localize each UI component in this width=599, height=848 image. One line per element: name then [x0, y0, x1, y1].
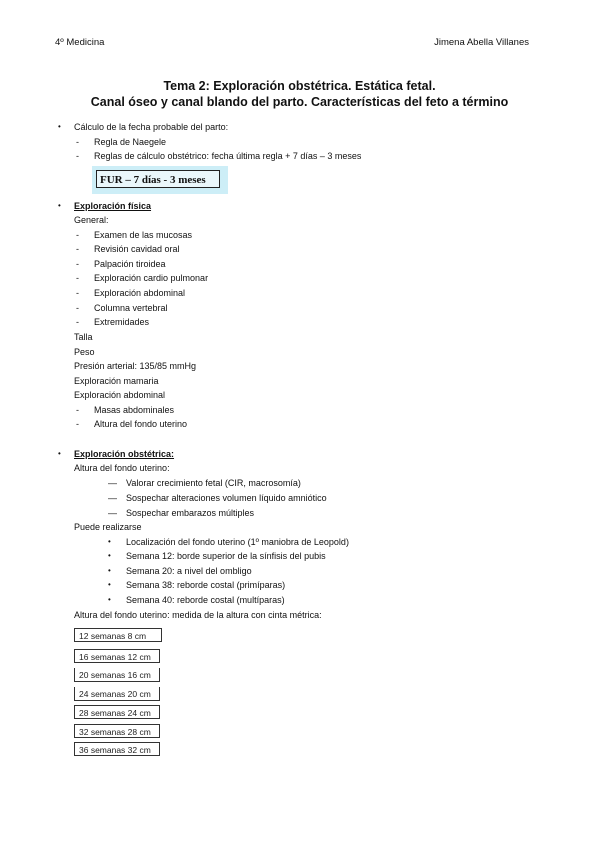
list-item: Examen de las mucosas — [94, 230, 193, 240]
header-right: Jimena Abella Villanes — [434, 37, 529, 48]
table-row: 12 semanas 8 cm — [74, 628, 162, 642]
subheading: Puede realizarse — [74, 522, 142, 532]
table-row: 24 semanas 20 cm — [74, 687, 160, 701]
list-item: Semana 40: reborde costal (multíparas) — [126, 595, 285, 605]
bullet: • — [108, 551, 111, 560]
dash: - — [76, 419, 79, 429]
section-heading: Exploración obstétrica: — [74, 449, 175, 459]
dash: - — [76, 151, 79, 161]
mamaria-label: Exploración mamaria — [74, 376, 159, 386]
page-title: Tema 2: Exploración obstétrica. Estática fetal. — [163, 79, 436, 93]
list-item: Semana 20: a nivel del ombligo — [126, 566, 252, 576]
list-item: Masas abdominales — [94, 405, 175, 415]
list-item: Altura del fondo uterino — [94, 419, 188, 429]
bullet: • — [58, 122, 61, 131]
list-item: Extremidades — [94, 317, 150, 327]
list-item: Exploración cardio pulmonar — [94, 273, 209, 283]
table-row: 36 semanas 32 cm — [74, 742, 160, 756]
table-row: 28 semanas 24 cm — [74, 705, 160, 719]
section-heading: Cálculo de la fecha probable del parto: — [74, 122, 229, 132]
dash: - — [76, 273, 79, 283]
dash: - — [76, 230, 79, 240]
list-item: Exploración abdominal — [94, 288, 186, 298]
dash: - — [76, 317, 79, 327]
dash: — — [108, 493, 117, 503]
peso-label: Peso — [74, 347, 95, 357]
bullet: • — [108, 595, 111, 604]
formula-box: FUR – 7 días - 3 meses — [96, 170, 220, 188]
list-item: Columna vertebral — [94, 303, 168, 313]
table-row: 16 semanas 12 cm — [74, 649, 160, 663]
list-item: Localización del fondo uterino (1º maniobra de Leopold) — [126, 537, 349, 547]
dash: - — [76, 259, 79, 269]
measure-text: Altura del fondo uterino: medida de la altura con cinta métrica: — [74, 610, 322, 620]
list-item: Semana 12: borde superior de la sínfisis del pubis — [126, 551, 326, 561]
bullet: • — [108, 537, 111, 546]
header-left: 4º Medicina — [55, 37, 105, 48]
dash: - — [76, 137, 79, 147]
table-row: 32 semanas 28 cm — [74, 724, 160, 738]
dash: — — [108, 508, 117, 518]
subheading: General: — [74, 215, 109, 225]
list-item: Palpación tiroidea — [94, 259, 166, 269]
list-item: Revisión cavidad oral — [94, 244, 180, 254]
talla-label: Talla — [74, 332, 93, 342]
section-heading: Exploración física — [74, 201, 152, 211]
list-item: Regla de Naegele — [94, 137, 167, 147]
dash: - — [76, 288, 79, 298]
bullet: • — [58, 201, 61, 210]
list-item: Reglas de cálculo obstétrico: fecha última regla + 7 días – 3 meses — [94, 151, 362, 161]
list-item: Sospechar embarazos múltiples — [126, 508, 255, 518]
presion-label: Presión arterial: 135/85 mmHg — [74, 361, 197, 371]
list-item: Valorar crecimiento fetal (CIR, macrosomía) — [126, 478, 301, 488]
formula-highlight — [92, 166, 228, 194]
dash: - — [76, 303, 79, 313]
list-item: Sospechar alteraciones volumen líquido amniótico — [126, 493, 327, 503]
bullet: • — [58, 449, 61, 458]
dash: - — [76, 244, 79, 254]
page-subtitle: Canal óseo y canal blando del parto. Características del feto a término — [90, 95, 509, 109]
dash: — — [108, 478, 117, 488]
dash: - — [76, 405, 79, 415]
subheading: Altura del fondo uterino: — [74, 463, 170, 473]
abdominal-label: Exploración abdominal — [74, 390, 166, 400]
bullet: • — [108, 580, 111, 589]
table-row: 20 semanas 16 cm — [74, 668, 160, 682]
list-item: Semana 38: reborde costal (primíparas) — [126, 580, 286, 590]
bullet: • — [108, 566, 111, 575]
